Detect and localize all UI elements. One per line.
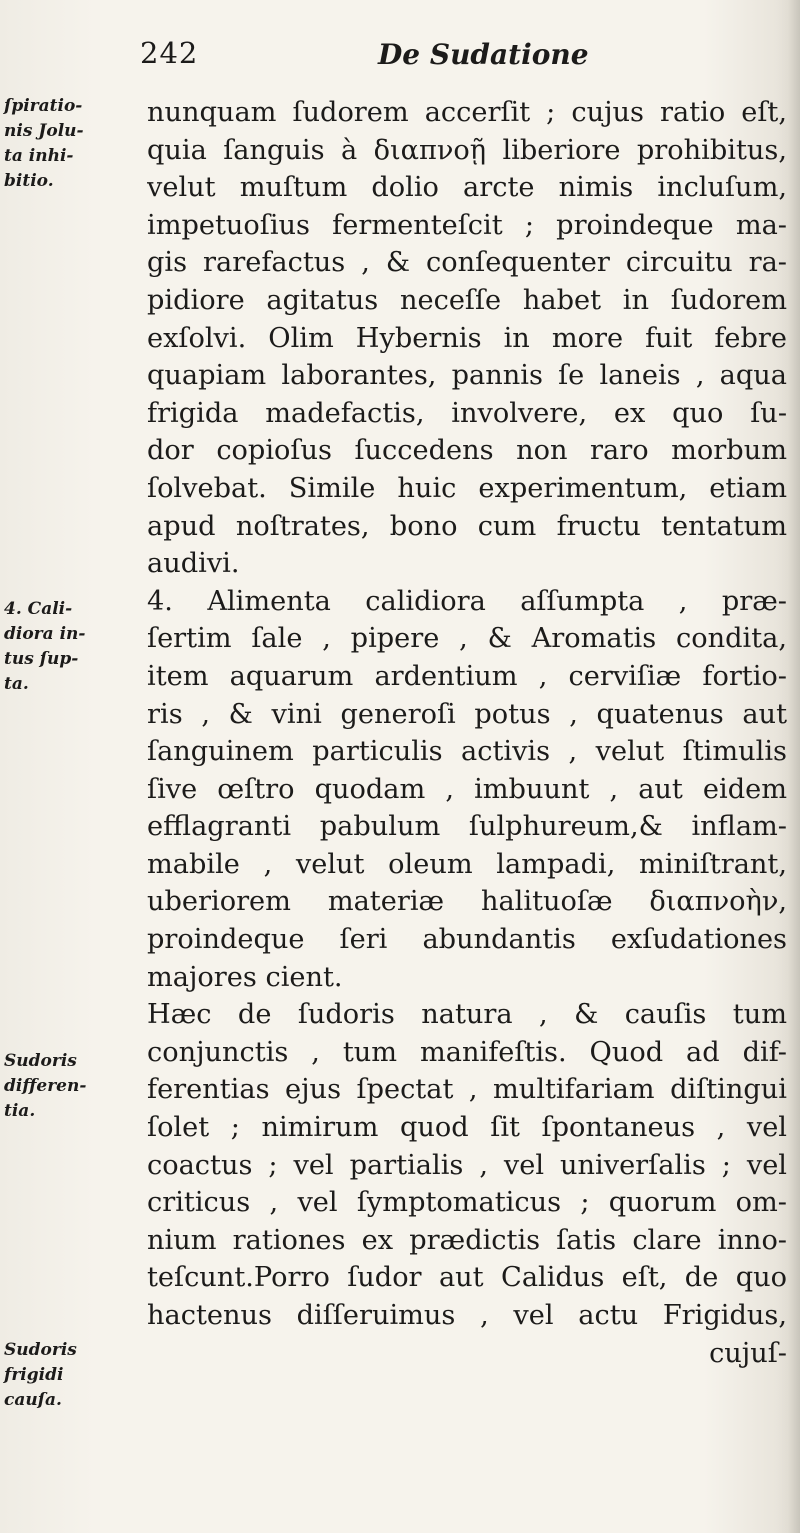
- text-line: velut muſtum dolio arcte nimis incluſum,: [147, 172, 787, 204]
- margin-note-line: frigidi: [4, 1365, 64, 1385]
- page-number: 242: [140, 36, 199, 70]
- text-line: hactenus diſſeruimus , vel actu Frigidus,: [147, 1300, 787, 1331]
- catchword: cujuſ-: [709, 1337, 787, 1369]
- text-line: item aquarum ardentium , cerviſiæ fortio-: [147, 660, 787, 692]
- margin-note-3: [4, 1049, 132, 1124]
- margin-note-line: tus ſup-: [4, 649, 79, 669]
- margin-note-2: [4, 597, 132, 697]
- text-line: Hæc de ſudoris natura , & cauſis tum: [147, 999, 787, 1031]
- text-line: ſolet ; nimirum quod ſit ſpontaneus , vel: [147, 1112, 787, 1144]
- text-line: nunquam ſudorem accerſit ; cujus ratio eſt,: [147, 97, 787, 128]
- text-line: pidiore agitatus neceſſe habet in ſudorem: [147, 284, 787, 316]
- text-line: uberiorem materiæ halituoſæ διαπνοὴν,: [147, 886, 787, 918]
- text-line: exſolvi. Olim Hybernis in more fuit febre: [147, 322, 787, 354]
- text-line: ſolvebat. Simile huic experimentum, etiam: [147, 472, 787, 504]
- text-line: majores cient.: [147, 961, 343, 993]
- text-line: quapiam laborantes, pannis ſe laneis , aqua: [147, 360, 787, 392]
- text-line: efflagranti pabulum ſulphureum,& inflam-: [147, 811, 787, 843]
- running-head: [0, 36, 800, 86]
- text-line: dor copioſus ſuccedens non raro morbum: [147, 435, 787, 467]
- text-line: ſanguinem particulis activis , velut ſtimulis: [147, 736, 787, 768]
- margin-note-line: Sudoris: [4, 1051, 77, 1071]
- text-line: criticus , vel ſymptomaticus ; quorum om-: [147, 1187, 787, 1219]
- margin-note-line: Sudoris: [4, 1340, 77, 1360]
- text-line: teſcunt.Porro ſudor aut Calidus eſt, de quo: [147, 1262, 787, 1294]
- margin-note-4: [4, 1338, 132, 1413]
- text-line: nium rationes ex prædictis ſatis clare inno-: [147, 1224, 787, 1256]
- text-line: ſive œſtro quodam , imbuunt , aut eidem: [147, 773, 787, 805]
- body-text: [147, 94, 787, 1372]
- margin-note-line: bitio.: [4, 171, 54, 191]
- margin-note-line: diora in-: [4, 624, 86, 644]
- page-edge-shadow: [788, 0, 800, 1533]
- text-line: ſertim ſale , pipere , & Aromatis condita,: [147, 623, 787, 655]
- text-line: frigida madefactis, involvere, ex quo ſu-: [147, 397, 787, 429]
- text-line: ferentias ejus ſpectat , multifariam diſtingui: [147, 1074, 787, 1106]
- text-line: quia ſanguis à διαπνοῇ liberiore prohibitus,: [147, 134, 787, 166]
- text-line: coactus ; vel partialis , vel univerſalis ; vel: [147, 1149, 787, 1181]
- margin-note-line: differen-: [4, 1076, 87, 1096]
- text-line: 4. Alimenta calidiora aſſumpta , præ-: [147, 585, 787, 617]
- text-line: audivi.: [147, 548, 240, 580]
- text-line: conjunctis , tum manifeſtis. Quod ad dif-: [147, 1036, 787, 1068]
- text-line: gis rarefactus , & conſequenter circuitu ra-: [147, 247, 787, 279]
- margin-note-line: tia.: [4, 1101, 36, 1121]
- margin-note-line: nis Jolu-: [4, 121, 84, 141]
- running-title: De Sudatione: [378, 38, 589, 71]
- text-line: mabile , velut oleum lampadi, miniſtrant,: [147, 848, 787, 880]
- text-line: apud noſtrates, bono cum fructu tentatum: [147, 510, 787, 542]
- text-line: impetuoſius fermenteſcit ; proindeque ma-: [147, 209, 787, 241]
- margin-note-1: [4, 94, 132, 194]
- margin-note-line: 4. Cali-: [4, 599, 73, 619]
- text-line: ris , & vini generoſi potus , quatenus aut: [147, 698, 787, 730]
- margin-note-line: ta inhi-: [4, 146, 74, 166]
- margin-note-line: ſpiratio-: [4, 96, 83, 116]
- margin-note-line: ta.: [4, 674, 29, 694]
- margin-note-line: cauſa.: [4, 1390, 62, 1410]
- text-line: proindeque ſeri abundantis exſudationes: [147, 924, 787, 956]
